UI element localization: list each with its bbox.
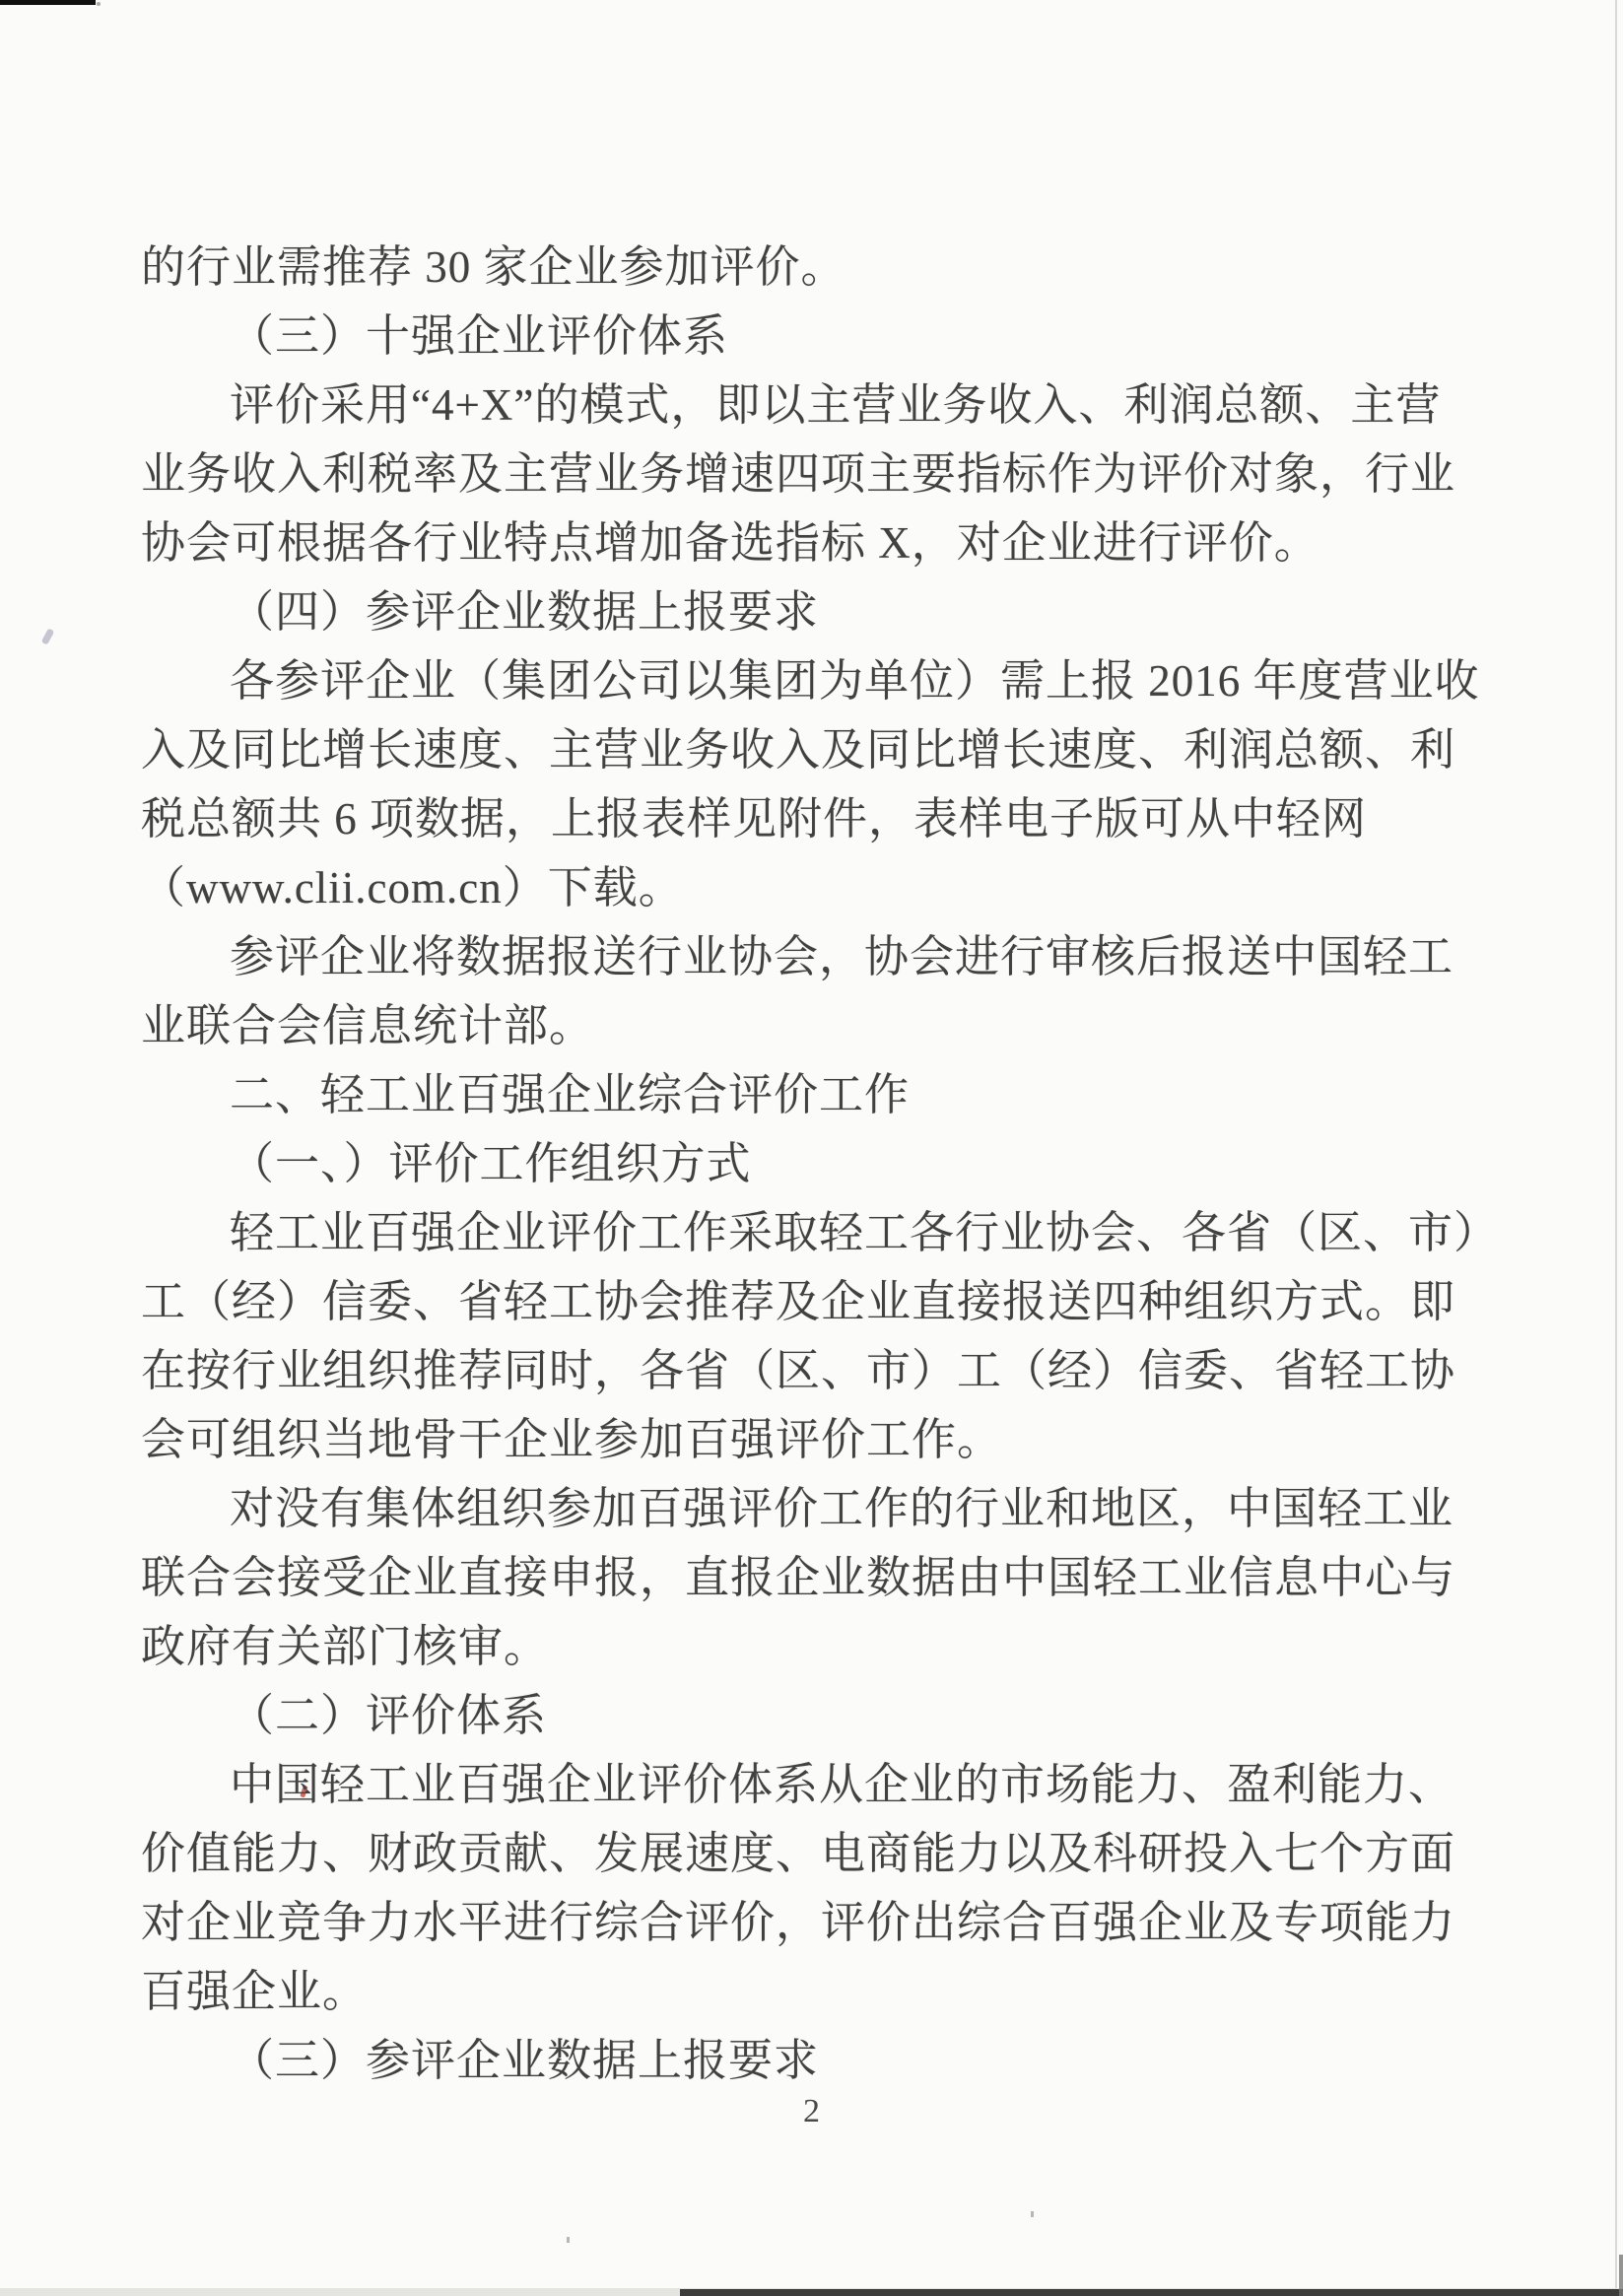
text-line: 各参评企业（集团公司以集团为单位）需上报 2016 年度营业收 bbox=[230, 656, 1480, 706]
text-line: 业联合会信息统计部。 bbox=[141, 1001, 595, 1050]
text-line: 联合会接受企业直接申报，直报企业数据由中国轻工业信息中心与 bbox=[141, 1553, 1456, 1602]
text-line: 会可组织当地骨干企业参加百强评价工作。 bbox=[141, 1415, 1003, 1464]
page-number: 2 bbox=[803, 2093, 820, 2129]
section-heading: （三）参评企业数据上报要求 bbox=[230, 2036, 820, 2085]
text-line: 轻工业百强企业评价工作采取轻工各行业协会、各省（区、市） bbox=[230, 1208, 1500, 1257]
text-line: 参评企业将数据报送行业协会，协会进行审核后报送中国轻工 bbox=[230, 932, 1454, 981]
section-heading: （三）十强企业评价体系 bbox=[230, 311, 729, 361]
section-heading: （一、）评价工作组织方式 bbox=[230, 1139, 752, 1188]
scan-artifact-corner-mark bbox=[1619, 2255, 1623, 2296]
scan-artifact-page-edge bbox=[1615, 0, 1617, 2296]
text-line: 工（经）信委、省轻工协会推荐及企业直接报送四种组织方式。即 bbox=[141, 1277, 1456, 1326]
text-line: 评价采用“4+X”的模式，即以主营业务收入、利润总额、主营 bbox=[230, 380, 1442, 430]
scan-artifact-speck bbox=[97, 2, 101, 6]
text-line: 百强企业。 bbox=[141, 1967, 369, 2016]
scan-artifact-dot bbox=[567, 2237, 570, 2243]
text-line: 业务收入利税率及主营业务增速四项主要指标作为评价对象，行业 bbox=[141, 449, 1456, 499]
scan-artifact-dot bbox=[1031, 2211, 1034, 2217]
text-line: 政府有关部门核审。 bbox=[141, 1622, 550, 1671]
document-body bbox=[141, 233, 1501, 2095]
text-line: 中国轻工业百强企业评价体系从企业的市场能力、盈利能力、 bbox=[230, 1760, 1454, 1809]
scan-artifact-margin-mark bbox=[41, 628, 55, 644]
section-heading: （四）参评企业数据上报要求 bbox=[230, 587, 820, 637]
text-line-url: （www.clii.com.cn）下载。 bbox=[141, 863, 684, 912]
scan-artifact-top-bar bbox=[0, 0, 96, 5]
text-line: 协会可根据各行业特点增加备选指标 X，对企业进行评价。 bbox=[141, 518, 1319, 568]
text-line: 对没有集体组织参加百强评价工作的行业和地区，中国轻工业 bbox=[230, 1484, 1454, 1533]
scan-artifact-bottom-bar bbox=[680, 2289, 1623, 2296]
text-line: 入及同比增长速度、主营业务收入及同比增长速度、利润总额、利 bbox=[141, 725, 1456, 775]
text-line: 价值能力、财政贡献、发展速度、电商能力以及科研投入七个方面 bbox=[141, 1829, 1456, 1878]
section-heading: （二）评价体系 bbox=[230, 1691, 548, 1740]
text-line: 的行业需推荐 30 家企业参加评价。 bbox=[141, 242, 846, 292]
text-line: 对企业竞争力水平进行综合评价，评价出综合百强企业及专项能力 bbox=[141, 1898, 1456, 1947]
text-line: 税总额共 6 项数据，上报表样见附件，表样电子版可从中轻网 bbox=[141, 794, 1368, 844]
text-line: 在按行业组织推荐同时，各省（区、市）工（经）信委、省轻工协 bbox=[141, 1346, 1456, 1395]
section-heading: 二、轻工业百强企业综合评价工作 bbox=[230, 1070, 911, 1119]
